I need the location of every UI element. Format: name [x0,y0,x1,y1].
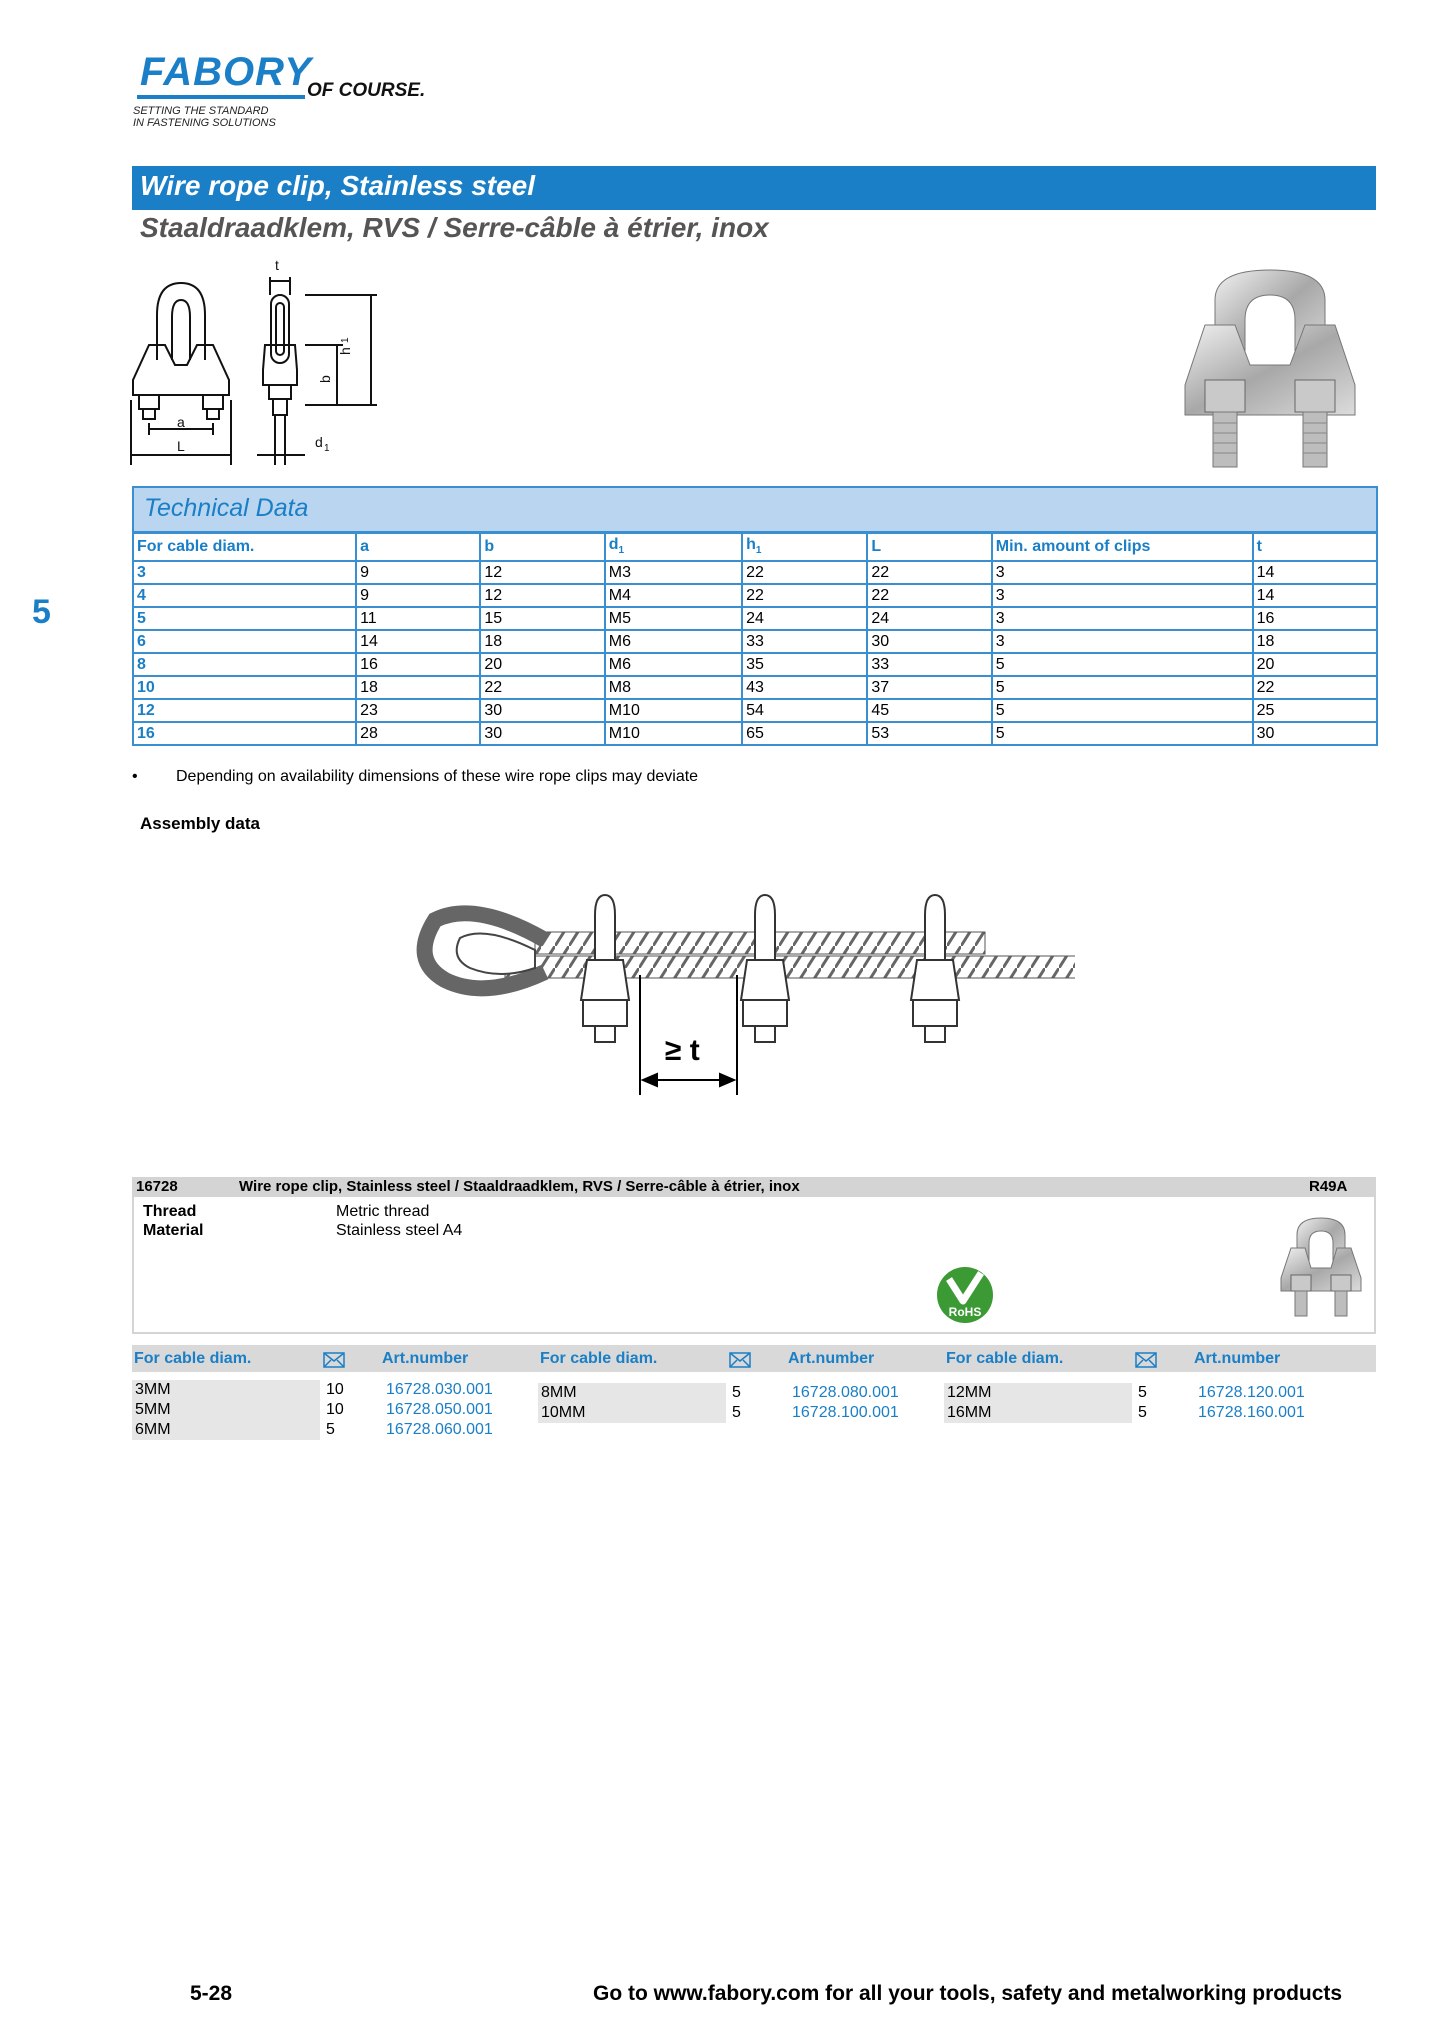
tech-cell: 6 [133,630,356,653]
tech-cell: 35 [742,653,867,676]
tech-cell: M8 [605,676,742,699]
order-diam: 3MM [132,1380,320,1400]
tech-cell: 30 [480,699,604,722]
assembly-diagram [415,880,1075,1100]
dim-label-d1-sub: 1 [324,443,330,454]
tech-cell: 24 [867,607,991,630]
tech-row [133,653,1377,676]
order-diam: 10MM [538,1403,726,1423]
tech-cell: 5 [992,722,1253,745]
logo-tagline-line2: IN FASTENING SOLUTIONS [133,117,276,129]
technical-data-table [132,531,1378,746]
tech-cell: M4 [605,584,742,607]
tech-cell: 28 [356,722,480,745]
rohs-text: RoHS [948,1305,982,1319]
tech-cell: 3 [992,584,1253,607]
product-photo [1175,265,1365,475]
page-number: 5-28 [190,1982,233,2005]
tech-cell: 3 [133,561,356,584]
order-header-bar [132,1345,1376,1372]
tech-cell: 5 [133,607,356,630]
dim-label-h1: h [337,347,353,355]
dim-label-L: L [177,438,185,454]
product-name: Wire rope clip, Stainless steel / Staaldraadklem, RVS / Serre-câble à étrier, inox [239,1178,800,1195]
tech-cell: 14 [1253,561,1377,584]
tech-cell: 54 [742,699,867,722]
dim-label-d1: d [315,434,323,450]
tech-cell: 10 [133,676,356,699]
order-qty: 5 [1138,1384,1147,1401]
order-art-number: 16728.060.001 [386,1421,493,1438]
tech-cell: 12 [133,699,356,722]
tech-cell: 30 [1253,722,1377,745]
order-diam: 6MM [132,1420,320,1440]
tech-cell: 20 [1253,653,1377,676]
tech-cell: 53 [867,722,991,745]
order-diam: 5MM [132,1400,320,1420]
tech-cell: 5 [992,676,1253,699]
chapter-number: 5 [32,593,51,631]
note-bullet: • [132,768,138,785]
tech-cell: 25 [1253,699,1377,722]
envelope-icon [1135,1352,1157,1368]
page-title: Wire rope clip, Stainless steel [140,170,536,201]
tech-cell: 9 [356,584,480,607]
tech-col-header-text: t [1256,537,1262,555]
tech-cell: 33 [867,653,991,676]
order-header-diam: For cable diam. [540,1350,658,1367]
order-qty: 5 [732,1404,741,1421]
tech-col-header [480,532,604,561]
tech-col-header [992,532,1253,561]
technical-data-header [132,486,1378,534]
technical-data-heading: Technical Data [144,494,309,522]
dim-label-a: a [177,414,185,430]
spec-label-material: Material [143,1222,204,1239]
product-box [132,1197,1376,1334]
tech-col-header-text: L [871,537,882,555]
footer-text: Go to www.fabory.com for all your tools, safety and metalworking products [593,1982,1343,2005]
tech-cell: 16 [133,722,356,745]
envelope-icon [729,1352,751,1368]
tech-cell: 18 [356,676,480,699]
tech-col-header-text: Min. amount of clips [995,537,1151,555]
order-art-number: 16728.080.001 [792,1384,899,1401]
assembly-heading: Assembly data [140,814,260,833]
dimension-diagram [125,255,390,470]
tech-cell: 3 [992,630,1253,653]
tech-cell: 22 [742,584,867,607]
dim-label-b: b [317,375,333,383]
tech-row [133,584,1377,607]
tech-col-header [605,532,742,561]
order-header-diam: For cable diam. [134,1350,252,1367]
order-diam: 12MM [944,1383,1132,1403]
tech-cell: 22 [742,561,867,584]
tech-cell: 22 [867,584,991,607]
spec-label-thread: Thread [143,1203,197,1220]
tech-cell: M5 [605,607,742,630]
tech-cell: 22 [480,676,604,699]
logo-underline [137,95,305,99]
tech-row [133,699,1377,722]
technical-data-header-row [133,532,1377,561]
order-header-art: Art.number [382,1350,469,1367]
tech-cell: 22 [867,561,991,584]
order-qty: 5 [732,1384,741,1401]
order-diam: 8MM [538,1383,726,1403]
tech-cell: 12 [480,584,604,607]
tech-col-header [356,532,480,561]
tech-cell: 15 [480,607,604,630]
tech-cell: 4 [133,584,356,607]
tech-cell: 20 [480,653,604,676]
tech-cell: 65 [742,722,867,745]
availability-note [132,768,698,786]
order-qty: 5 [1138,1404,1147,1421]
tech-cell: 14 [1253,584,1377,607]
tech-col-header-text: a [360,537,369,555]
tech-row [133,561,1377,584]
product-reference: R49A [1309,1178,1348,1195]
tech-col-header [742,532,867,561]
product-thumbnail [1275,1213,1367,1318]
order-qty: 5 [326,1421,335,1438]
tech-cell: 16 [356,653,480,676]
tech-col-header [1253,532,1377,561]
order-qty: 10 [326,1401,344,1418]
tech-col-header-text: b [484,537,495,555]
tech-cell: 22 [1253,676,1377,699]
dim-label-h1-sub: 1 [340,337,351,343]
envelope-icon [323,1352,345,1368]
order-art-number: 16728.120.001 [1198,1384,1305,1401]
order-header-art: Art.number [788,1350,875,1367]
tech-cell: 3 [992,561,1253,584]
tech-cell: 14 [356,630,480,653]
tech-row [133,676,1377,699]
tech-cell: M6 [605,630,742,653]
note-text: Depending on availability dimensions of these wire rope clips may deviate [176,768,699,785]
page-subtitle: Staaldraadklem, RVS / Serre-câble à étrier, inox [140,212,769,243]
tech-col-header-sub: 1 [618,545,625,557]
tech-col-header [867,532,991,561]
tech-cell: M6 [605,653,742,676]
tech-cell: 30 [867,630,991,653]
tech-cell: 5 [992,653,1253,676]
logo-tagline [133,105,276,129]
technical-data-body [133,561,1377,745]
tech-cell: 45 [867,699,991,722]
tech-cell: 18 [480,630,604,653]
tech-row [133,630,1377,653]
tech-col-header-text: d [608,536,619,554]
tech-cell: 30 [480,722,604,745]
logo-suffix: OF COURSE. [307,80,426,101]
tech-cell: 3 [992,607,1253,630]
tech-col-header-text: For cable diam. [137,537,255,555]
product-code: 16728 [136,1178,178,1195]
spec-value-material: Stainless steel A4 [336,1222,463,1239]
tech-cell: M10 [605,699,742,722]
tech-cell: 9 [356,561,480,584]
order-qty: 10 [326,1381,344,1398]
order-header-diam: For cable diam. [946,1350,1064,1367]
tech-row [133,607,1377,630]
tech-cell: M3 [605,561,742,584]
tech-cell: 16 [1253,607,1377,630]
tech-row [133,722,1377,745]
order-art-number: 16728.030.001 [386,1381,493,1398]
tech-col-header-sub: 1 [755,545,762,557]
tech-cell: 43 [742,676,867,699]
order-art-number: 16728.100.001 [792,1404,899,1421]
logo-tagline-line1: SETTING THE STANDARD [133,105,269,117]
logo-wordmark: FABORY [140,50,312,94]
tech-col-header-text: h [746,536,756,554]
order-diam: 16MM [944,1403,1132,1423]
tech-cell: 11 [356,607,480,630]
order-art-number: 16728.160.001 [1198,1404,1305,1421]
tech-cell: 23 [356,699,480,722]
dim-label-t: t [275,257,279,273]
order-header-art: Art.number [1194,1350,1281,1367]
tech-cell: 8 [133,653,356,676]
tech-cell: 33 [742,630,867,653]
assembly-distance-label: ≥ t [665,1034,700,1067]
tech-cell: 5 [992,699,1253,722]
order-art-number: 16728.050.001 [386,1401,493,1418]
tech-cell: 12 [480,561,604,584]
rohs-icon [935,1265,995,1325]
tech-cell: 24 [742,607,867,630]
spec-value-thread: Metric thread [336,1203,430,1220]
tech-cell: M10 [605,722,742,745]
tech-cell: 37 [867,676,991,699]
tech-col-header [133,532,356,561]
tech-cell: 18 [1253,630,1377,653]
